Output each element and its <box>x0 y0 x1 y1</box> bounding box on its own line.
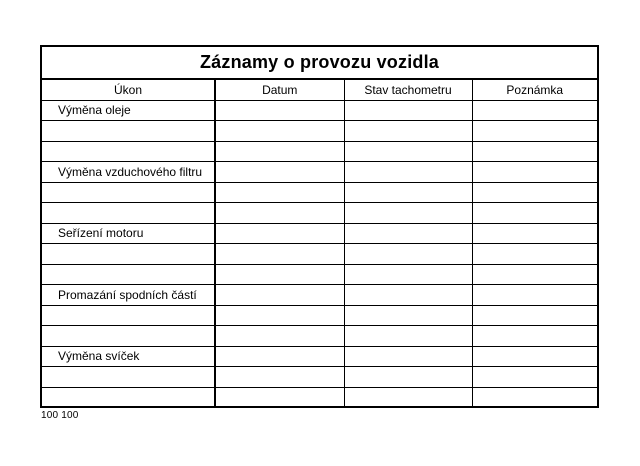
odometer-cell[interactable] <box>344 162 472 183</box>
task-cell <box>42 182 215 203</box>
date-cell[interactable] <box>215 285 344 306</box>
table-row <box>42 387 597 408</box>
table-row <box>42 244 597 265</box>
date-cell[interactable] <box>215 203 344 224</box>
note-cell[interactable] <box>472 264 597 285</box>
column-header-task: Úkon <box>42 80 215 100</box>
odometer-cell[interactable] <box>344 244 472 265</box>
odometer-cell[interactable] <box>344 203 472 224</box>
odometer-cell[interactable] <box>344 387 472 408</box>
date-cell[interactable] <box>215 223 344 244</box>
note-cell[interactable] <box>472 162 597 183</box>
note-cell[interactable] <box>472 367 597 388</box>
task-cell: Promazání spodních částí <box>42 285 215 306</box>
task-cell <box>42 387 215 408</box>
date-cell[interactable] <box>215 264 344 285</box>
task-cell: Výměna oleje <box>42 100 215 121</box>
date-cell[interactable] <box>215 346 344 367</box>
date-cell[interactable] <box>215 182 344 203</box>
vehicle-log-form <box>40 45 599 408</box>
odometer-cell[interactable] <box>344 305 472 326</box>
table-row <box>42 305 597 326</box>
odometer-cell[interactable] <box>344 141 472 162</box>
note-cell[interactable] <box>472 244 597 265</box>
table-row <box>42 285 597 306</box>
note-cell[interactable] <box>472 305 597 326</box>
column-header-date: Datum <box>215 80 344 100</box>
odometer-cell[interactable] <box>344 346 472 367</box>
task-cell <box>42 121 215 142</box>
date-cell[interactable] <box>215 121 344 142</box>
table-row <box>42 223 597 244</box>
table-row <box>42 367 597 388</box>
note-cell[interactable] <box>472 285 597 306</box>
date-cell[interactable] <box>215 305 344 326</box>
column-header-odometer: Stav tachometru <box>344 80 472 100</box>
note-cell[interactable] <box>472 387 597 408</box>
note-cell[interactable] <box>472 100 597 121</box>
log-table <box>42 80 597 408</box>
table-row <box>42 326 597 347</box>
task-cell: Výměna svíček <box>42 346 215 367</box>
task-cell <box>42 141 215 162</box>
table-row <box>42 162 597 183</box>
column-header-note: Poznámka <box>472 80 597 100</box>
task-cell <box>42 305 215 326</box>
form-title: Záznamy o provozu vozidla <box>42 47 597 80</box>
date-cell[interactable] <box>215 162 344 183</box>
table-row <box>42 100 597 121</box>
task-cell <box>42 367 215 388</box>
odometer-cell[interactable] <box>344 182 472 203</box>
note-cell[interactable] <box>472 182 597 203</box>
odometer-cell[interactable] <box>344 100 472 121</box>
form-code: 100 100 <box>41 410 79 421</box>
date-cell[interactable] <box>215 326 344 347</box>
task-cell <box>42 326 215 347</box>
note-cell[interactable] <box>472 223 597 244</box>
note-cell[interactable] <box>472 141 597 162</box>
odometer-cell[interactable] <box>344 264 472 285</box>
table-row <box>42 141 597 162</box>
date-cell[interactable] <box>215 367 344 388</box>
note-cell[interactable] <box>472 121 597 142</box>
task-cell: Výměna vzduchového filtru <box>42 162 215 183</box>
date-cell[interactable] <box>215 244 344 265</box>
task-cell <box>42 244 215 265</box>
note-cell[interactable] <box>472 346 597 367</box>
odometer-cell[interactable] <box>344 121 472 142</box>
table-row <box>42 203 597 224</box>
table-row <box>42 121 597 142</box>
table-row <box>42 346 597 367</box>
odometer-cell[interactable] <box>344 285 472 306</box>
date-cell[interactable] <box>215 100 344 121</box>
task-cell <box>42 264 215 285</box>
table-row <box>42 264 597 285</box>
date-cell[interactable] <box>215 141 344 162</box>
odometer-cell[interactable] <box>344 223 472 244</box>
odometer-cell[interactable] <box>344 326 472 347</box>
task-cell <box>42 203 215 224</box>
date-cell[interactable] <box>215 387 344 408</box>
header-row <box>42 80 597 100</box>
task-cell: Seřízení motoru <box>42 223 215 244</box>
note-cell[interactable] <box>472 326 597 347</box>
table-row <box>42 182 597 203</box>
odometer-cell[interactable] <box>344 367 472 388</box>
note-cell[interactable] <box>472 203 597 224</box>
